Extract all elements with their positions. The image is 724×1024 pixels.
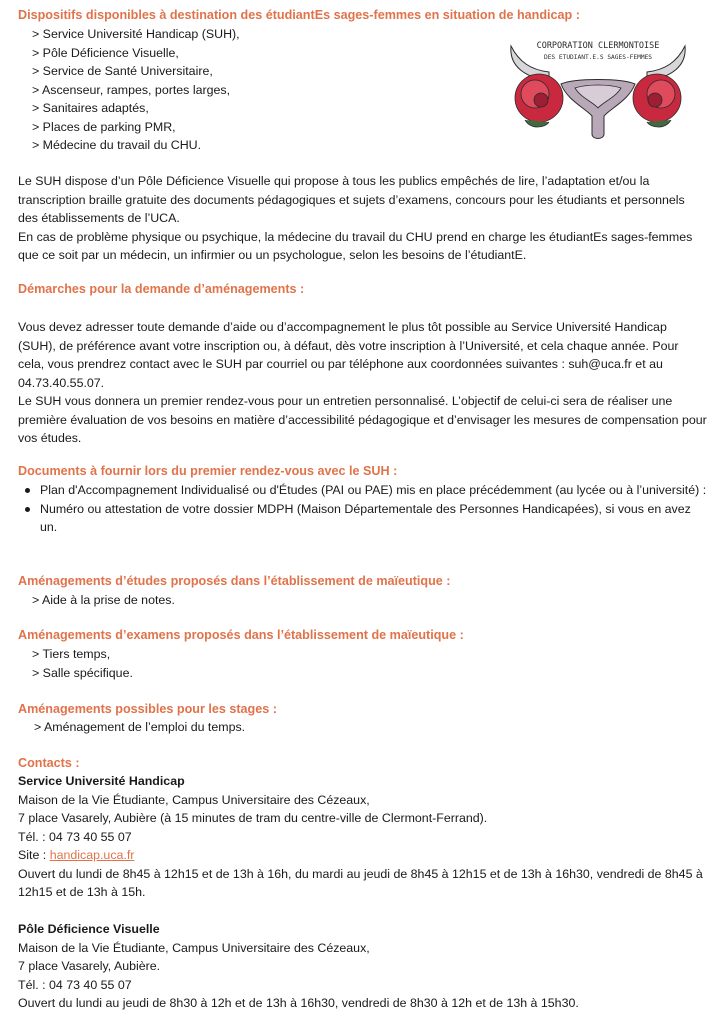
list-item: > Tiers temps, [32,647,111,661]
heading-examens: Aménagements d’examens proposés dans l’établissement de maïeutique : [18,628,464,642]
site-label: Site : [18,848,50,862]
list-item: > Médecine du travail du CHU. [32,138,202,152]
list-item: > Aménagement de l’emploi du temps. [34,720,246,734]
stages-list [34,718,245,737]
contact-title: Pôle Déficience Visuelle [18,922,160,936]
list-item-text: Plan d'Accompagnement Individualisé ou d'Études (PAI ou PAE) mis en place précédemment (au lycée ou à l’université) : [40,483,707,497]
list-item [22,481,708,500]
suh-description [18,172,708,265]
etudes-list [32,591,175,610]
paragraph: Vous devez adresser toute demande d’aide ou d’accompagnement le plus tôt possible au Service Université Handicap (SUH), de préférence avant votre inscription ou, à défaut, dès votre inscription à l’Université, et cela chaque année. Pour cela, vous prendrez contact avec le SUH par courriel ou par téléphone aux coordonnées suivantes : suh@uca.fr et au 04.73.40.55.07. [18,320,679,390]
site-link[interactable]: handicap.uca.fr [49,848,135,862]
contact-phone: Tél. : 04 73 40 55 07 [18,977,132,992]
demarches-text [18,318,708,448]
heading-demarches: Démarches pour la demande d’aménagements : [18,282,305,296]
list-item: > Pôle Déficience Visuelle, [32,45,179,60]
examens-list [32,645,133,682]
heading-etudes: Aménagements d’études proposés dans l’établissement de maïeutique : [18,574,451,588]
logo-line2: DES ETUDIANT.E.S SAGES-FEMMES [543,54,653,61]
contact-pdv [18,920,708,1013]
contact-address: Maison de la Vie Étudiante, Campus Universitaire des Cézeaux, [18,792,370,807]
dispositifs-list [32,25,240,155]
list-item: > Service Université Handicap (SUH), [32,27,240,41]
heading-dispositifs: Dispositifs disponibles à destination des étudiantEs sages-femmes en situation de handicap : [18,8,580,22]
bullet-icon [25,488,30,493]
uterus-flowers-icon [505,38,691,148]
contact-title: Service Université Handicap [18,774,185,788]
contact-site [18,846,708,865]
contact-address: 7 place Vasarely, Aubière. [18,959,161,973]
heading-contacts: Contacts : [18,756,80,770]
contact-address: 7 place Vasarely, Aubière (à 15 minutes de tram du centre-ville de Clermont-Ferrand). [18,811,488,825]
paragraph: Le SUH vous donnera un premier rendez-vous pour un entretien personnalisé. L’objectif de celui-ci sera de réaliser une première évaluation de vos besoins en matière d’accessibilité pédagogique et d’envisager les mesures de compensation pour vos études. [18,394,707,445]
contact-phone: Tél. : 04 73 40 55 07 [18,829,132,844]
list-item [22,500,708,537]
paragraph: Le SUH dispose d’un Pôle Déficience Visuelle qui propose à tous les publics empêchés de lire, l’adaptation et/ou la transcription braille gratuite des documents pédagogiques et sujets d’examens, concours pour les étudiants et personnels des établissements de l’UCA. [18,174,685,225]
corporation-logo [505,38,691,148]
documents-list [22,481,708,537]
paragraph: En cas de problème physique ou psychique, la médecine du travail du CHU prend en charge les étudiantEs sages-femmes que ce soit par un médecin, un infirmier ou un psychologue, selon les besoins de l’étudiantE. [18,229,693,262]
list-item: > Ascenseur, rampes, portes larges, [32,82,231,97]
heading-stages: Aménagements possibles pour les stages : [18,702,277,716]
list-item-text: Numéro ou attestation de votre dossier MDPH (Maison Départementale des Personnes Handicapées), si vous en avez un. [40,501,691,534]
contact-address: Maison de la Vie Étudiante, Campus Universitaire des Cézeaux, [18,940,370,955]
list-item: > Salle spécifique. [32,665,133,680]
heading-documents: Documents à fournir lors du premier rendez-vous avec le SUH : [18,464,398,478]
contact-suh [18,772,708,902]
logo-line1: CORPORATION CLERMONTOISE [536,41,660,51]
list-item: > Aide à la prise de notes. [32,593,175,607]
list-item: > Places de parking PMR, [32,119,176,134]
list-item: > Service de Santé Universitaire, [32,64,213,78]
contact-hours: Ouvert du lundi au jeudi de 8h30 à 12h et de 13h à 16h30, vendredi de 8h30 à 12h et de 13h à 15h30. [18,996,579,1010]
list-item: > Sanitaires adaptés, [32,101,149,115]
contact-hours: Ouvert du lundi de 8h45 à 12h15 et de 13h à 16h, du mardi au jeudi de 8h45 à 12h15 et de 13h à 16h30, vendredi de 8h45 à 12h15 et de 13h à 15h. [18,866,703,899]
bullet-icon [25,507,30,512]
